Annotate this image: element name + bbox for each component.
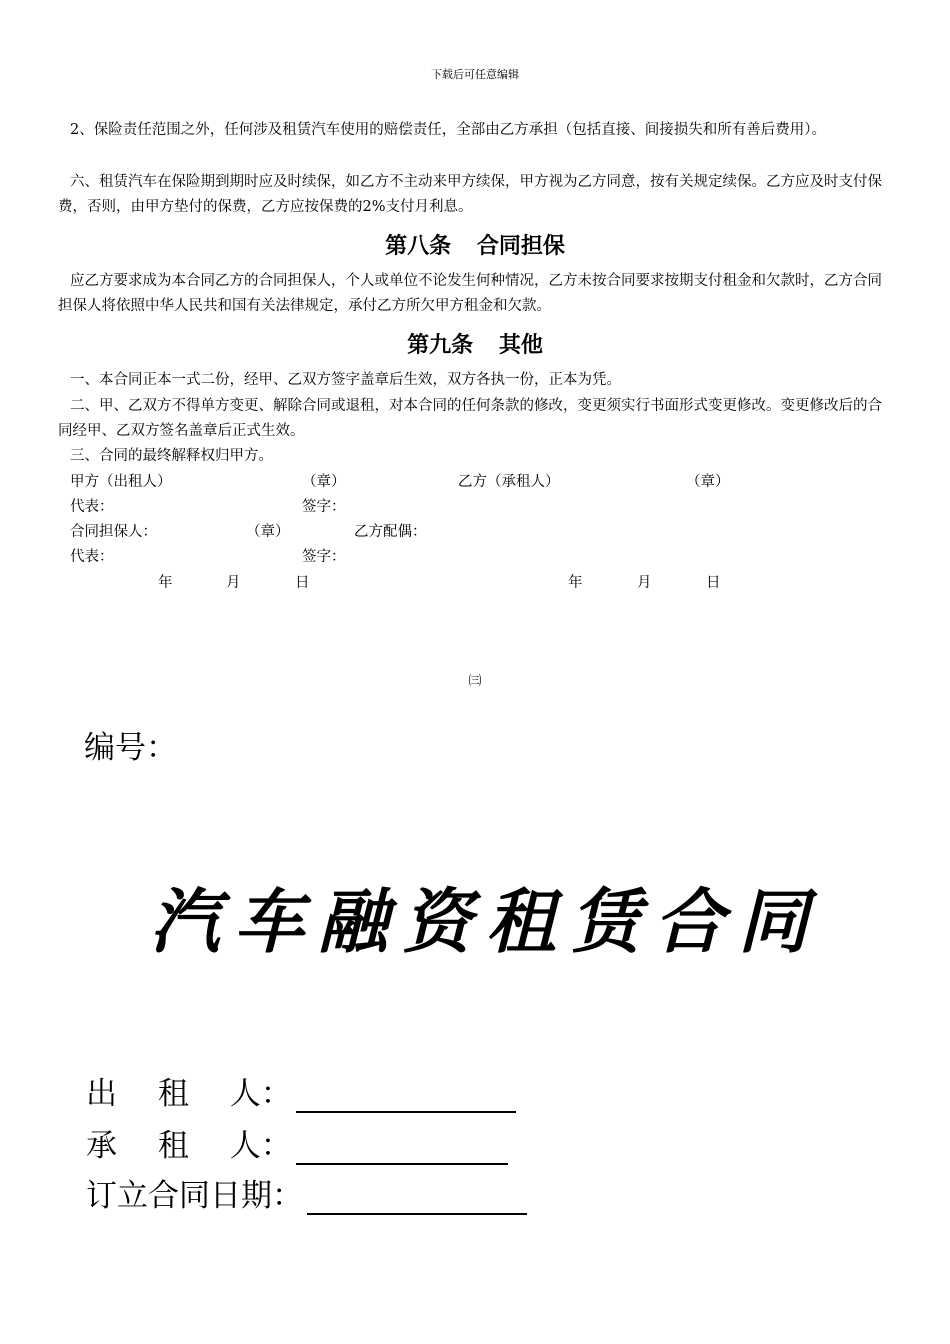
article9-item-1: 一、本合同正本一式二份，经甲、乙双方签字盖章后生效，双方各执一份，正本为凭。 <box>70 372 621 388</box>
contract-date-label: 订立合同日期： <box>86 1178 303 1214</box>
date-month-left: 月 <box>226 575 241 591</box>
contract-number-label: 编号： <box>84 730 177 766</box>
date-year-left: 年 <box>158 575 173 591</box>
representative-label-2: 代表： <box>70 549 114 565</box>
date-day-left: 日 <box>295 575 310 591</box>
guarantor-label: 合同担保人： <box>70 524 157 540</box>
party-b-label: 乙方（承租人） <box>458 474 560 490</box>
lessor-blank-line[interactable] <box>296 1081 516 1113</box>
spouse-label: 乙方配偶： <box>354 524 427 540</box>
signature-label-1: 签字： <box>302 499 346 515</box>
article8-body: 应乙方要求成为本合同乙方的合同担保人，个人或单位不论发生何种情况，乙方未按合同要求按期支付租金和欠款时，乙方合同担保人将依照中华人民共和国有关法律规定，承付乙方所欠甲方租金和欠款。 <box>58 273 882 314</box>
cover-title: 汽车融资租赁合同 <box>150 880 822 963</box>
article9-item-3: 三、合同的最终解释权归甲方。 <box>70 448 273 464</box>
date-year-right: 年 <box>568 575 583 591</box>
clause-insurance-renewal: 六、租赁汽车在保险期到期时应及时续保，如乙方不主动来甲方续保，甲方视为乙方同意，按有关规定续保。乙方应及时支付保费，否则，由甲方垫付的保费，乙方应按保费的2%支付月利息。 <box>58 174 882 215</box>
guarantor-seal: （章） <box>246 524 290 540</box>
lessor-field <box>86 1068 516 1113</box>
party-a-seal: （章） <box>302 474 346 490</box>
article9-item-2: 二、甲、乙双方不得单方变更、解除合同或退租，对本合同的任何条款的修改，变更须实行书面形式变更修改。变更修改后的合同经甲、乙双方签名盖章后正式生效。 <box>58 398 882 439</box>
contract-date-field <box>86 1170 527 1215</box>
article8-title: 第八条 合同担保 <box>385 234 565 259</box>
party-a-label: 甲方（出租人） <box>70 474 172 490</box>
party-b-seal: （章） <box>686 474 730 490</box>
lessee-label: 承 租 人： <box>86 1128 292 1164</box>
lessor-label: 出 租 人： <box>86 1076 292 1112</box>
section-marker: ㈢ <box>468 674 482 689</box>
representative-label-1: 代表： <box>70 499 114 515</box>
lessee-blank-line[interactable] <box>296 1133 508 1165</box>
lessee-field <box>86 1120 508 1165</box>
contract-date-blank-line[interactable] <box>307 1183 527 1215</box>
date-day-right: 日 <box>706 575 721 591</box>
signature-label-2: 签字： <box>302 549 346 565</box>
clause-insurance-liability: 2、保险责任范围之外，任何涉及租赁汽车使用的赔偿责任，全部由乙方承担（包括直接、间接损失和所有善后费用）。 <box>70 122 826 138</box>
article9-title: 第九条 其他 <box>407 333 543 358</box>
header-note: 下载后可任意编辑 <box>431 68 519 81</box>
date-month-right: 月 <box>637 575 652 591</box>
